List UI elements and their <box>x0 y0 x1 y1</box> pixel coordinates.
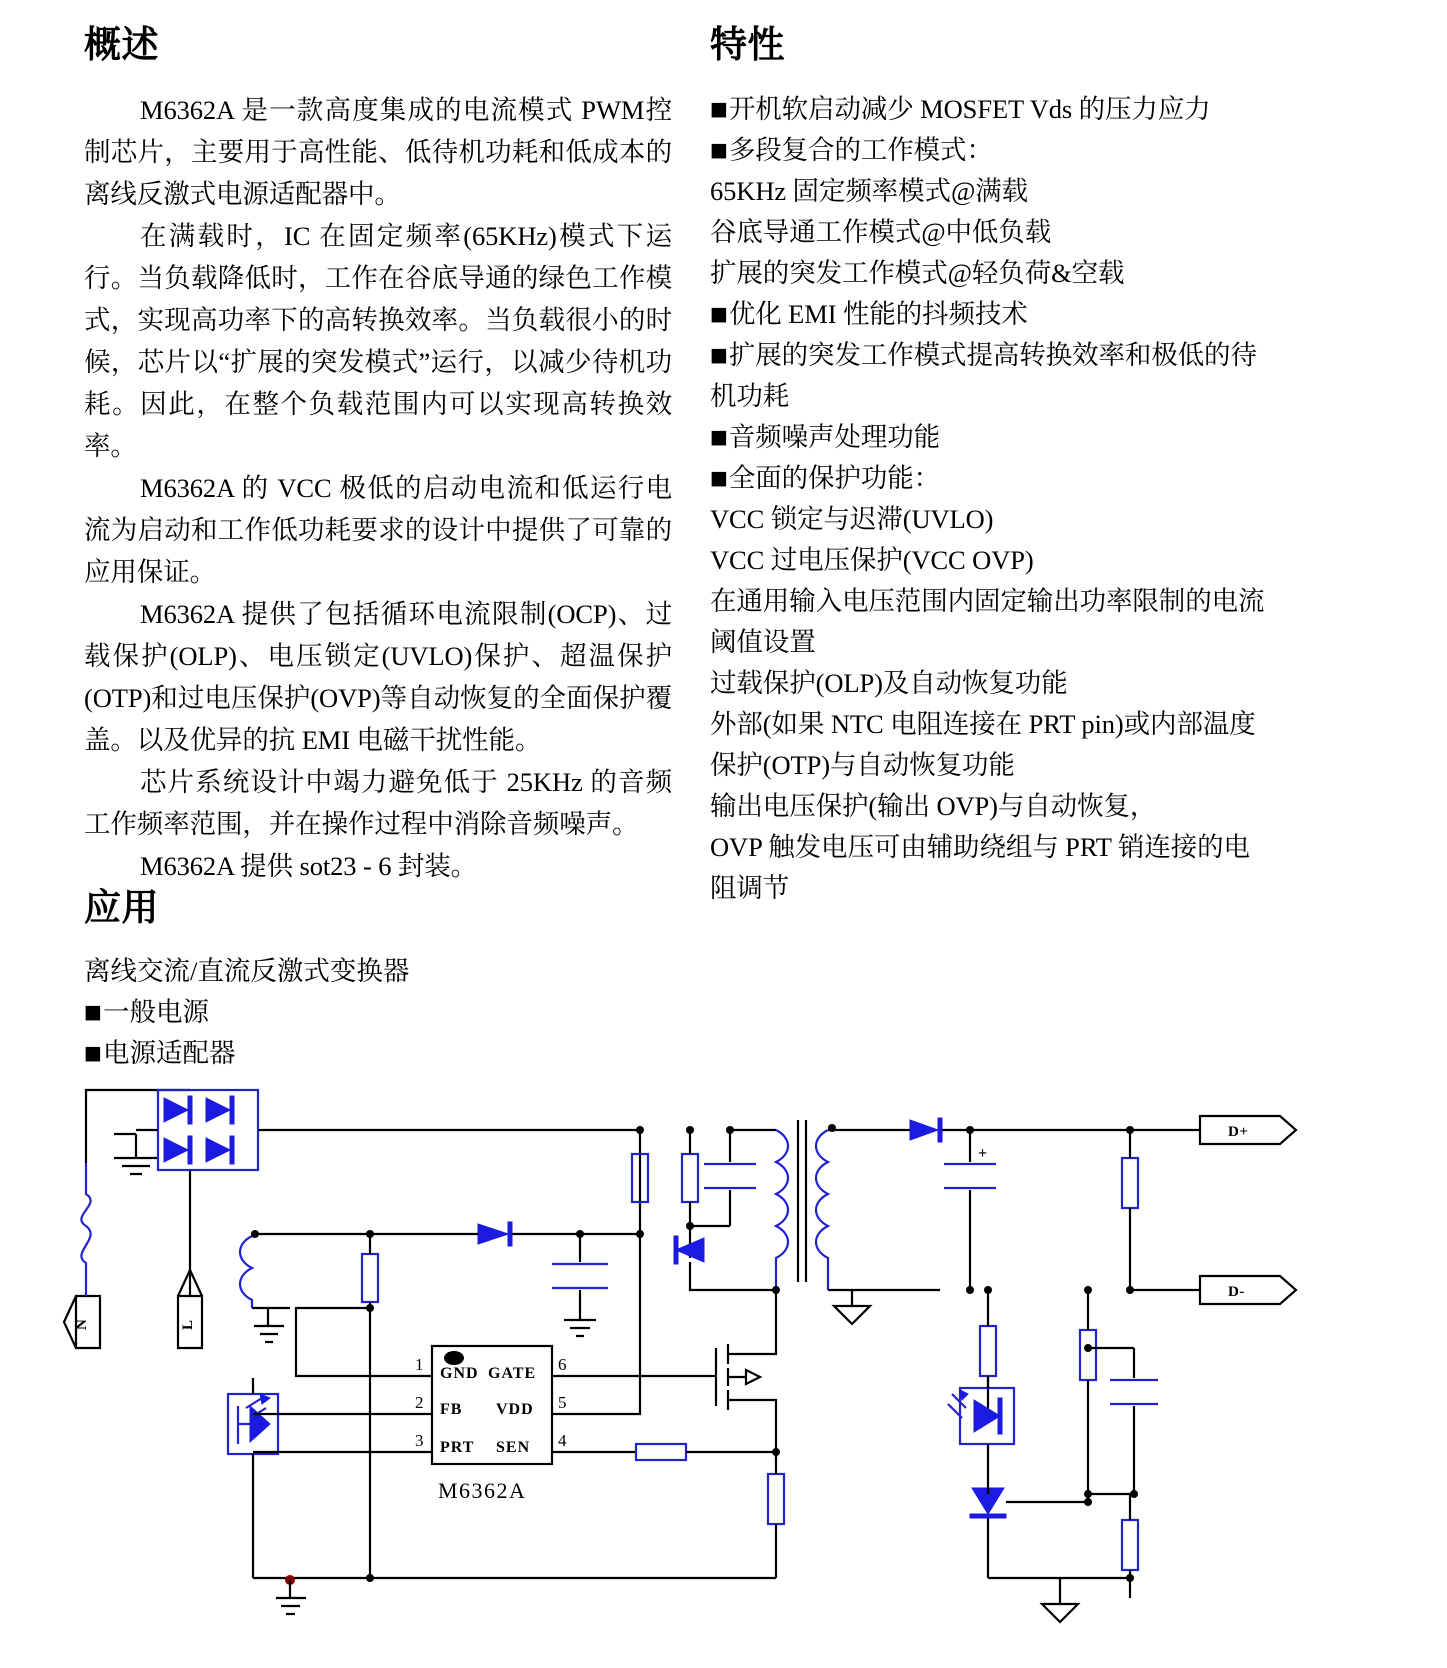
ac-neutral-terminal <box>64 1296 100 1348</box>
ic-pin-label-prt: PRT <box>440 1439 475 1456</box>
feature-item-label: 过载保护(OLP)及自动恢复功能 <box>710 667 1068 698</box>
square-bullet-icon: ■ <box>710 343 728 366</box>
output-rectifier-diode <box>910 1118 1200 1142</box>
current-sense-resistor-2 <box>768 1452 784 1578</box>
square-bullet-icon: ■ <box>710 97 728 120</box>
features-list <box>710 89 1270 909</box>
square-bullet-icon: ■ <box>84 1001 102 1024</box>
feature-item <box>710 499 1270 540</box>
square-bullet-icon: ■ <box>710 138 728 161</box>
feature-item <box>710 335 1270 417</box>
clamp-diode <box>674 1236 776 1290</box>
overview-paragraph: 芯片系统设计中竭力避免低于 25KHz 的音频工作频率范围，并在操作过程中消除音频噪声。 <box>84 766 672 839</box>
ic-pin-number-3: 3 <box>415 1431 424 1450</box>
overview-paragraph: M6362A 提供了包括循环电流限制(OCP)、过载保护(OLP)、电压锁定(UVLO)保护、超温保护(OTP)和过电压保护(OVP)等自动恢复的全面保护覆盖。以及优异的抗 EMI 电磁干扰性能。 <box>84 598 672 755</box>
feature-item <box>710 540 1270 581</box>
square-bullet-icon: ■ <box>710 466 728 489</box>
earth-ground-input-icon <box>114 1134 158 1174</box>
feedback-divider-upper <box>980 1286 996 1410</box>
bridge-rectifier <box>158 1090 258 1170</box>
current-sense-resistor <box>636 1444 780 1460</box>
feature-item <box>710 294 1270 335</box>
feature-item <box>710 171 1270 212</box>
overview-column <box>84 24 672 1074</box>
ic-pin-number-5: 5 <box>558 1393 567 1412</box>
transformer <box>730 1120 836 1290</box>
feature-item-label: 全面的保护功能： <box>728 462 941 493</box>
square-bullet-icon: ■ <box>84 1042 102 1065</box>
ic-pin-label-sen: SEN <box>496 1439 531 1456</box>
ic-part-label: M6362A <box>438 1478 527 1503</box>
feature-item <box>710 786 1270 827</box>
ac-neutral-label: N <box>74 1318 90 1330</box>
application-item-label: 一般电源 <box>102 997 209 1028</box>
output-negative-label: D- <box>1228 1284 1245 1300</box>
secondary-ground-bottom-icon <box>1042 1578 1078 1622</box>
feature-item-label: 音频噪声处理功能 <box>728 421 941 452</box>
output-positive-connector <box>1200 1116 1296 1144</box>
overview-paragraph: M6362A 的 VCC 极低的启动电流和低运行电流为启动和工作低功耗要求的设计中提供了可靠的应用保证。 <box>84 472 672 587</box>
feature-item-label: 开机软启动减少 MOSFET Vds 的压力应力 <box>728 93 1211 124</box>
snubber-network <box>632 1126 756 1258</box>
application-item <box>84 951 672 992</box>
feature-item <box>710 458 1270 499</box>
auxiliary-winding <box>240 1230 259 1308</box>
square-bullet-icon: ■ <box>710 425 728 448</box>
overview-paragraph: M6362A 提供 sot23 - 6 封装。 <box>140 850 478 881</box>
earth-ground-vcc-icon <box>564 1320 596 1336</box>
application-item-label: 电源适配器 <box>102 1038 236 1069</box>
ic-pin-label-gnd: GND <box>440 1365 479 1382</box>
overview-heading: 概述 <box>84 24 159 65</box>
features-column <box>710 24 1270 909</box>
feature-item <box>710 827 1270 909</box>
feature-item <box>710 581 1270 663</box>
output-negative-connector <box>1200 1276 1296 1304</box>
resistor-aux-divider <box>362 1234 378 1478</box>
junction-dot <box>1126 1574 1134 1582</box>
vcc-capacitor <box>552 1234 608 1320</box>
applications-heading: 应用 <box>84 886 159 928</box>
output-bleeder-resistor <box>1122 1126 1138 1294</box>
output-capacitor <box>944 1126 996 1294</box>
feature-item-label: 外部(如果 NTC 电阻连接在 PRT pin)或内部温度保护(OTP)与自动恢复功能 <box>710 708 1256 780</box>
input-fuse-icon <box>81 1163 90 1296</box>
secondary-optocoupler <box>948 1376 1014 1494</box>
vcc-rectifier-diode <box>370 1222 580 1246</box>
feature-item <box>710 417 1270 458</box>
ic-pin-number-1: 1 <box>415 1355 424 1374</box>
primary-ground-icon <box>276 1575 306 1614</box>
square-bullet-icon: ■ <box>710 302 728 325</box>
feature-item <box>710 89 1270 130</box>
applications-list <box>84 951 672 1074</box>
polarity-plus-label: + <box>978 1145 989 1162</box>
overview-paragraph: M6362A 是一款高度集成的电流模式 PWM控制芯片，主要用于高性能、低待机功耗和低成本的离线反激式电源适配器中。 <box>84 94 672 209</box>
feature-item-label: 在通用输入电压范围内固定输出功率限制的电流阈值设置 <box>710 585 1265 657</box>
feature-item-label: 优化 EMI 性能的抖频技术 <box>728 298 1028 329</box>
feature-item-label: OVP 触发电压可由辅助绕组与 PRT 销连接的电阻调节 <box>710 831 1250 903</box>
ic-pin-label-gate: GATE <box>488 1365 537 1382</box>
application-item <box>84 992 672 1033</box>
feature-item <box>710 663 1270 704</box>
ic-m6362a <box>253 1234 680 1503</box>
secondary-ground-icon <box>834 1290 870 1324</box>
ic-pin-number-4: 4 <box>558 1431 567 1450</box>
ic-pin-label-vdd: VDD <box>496 1401 534 1418</box>
ac-live-label: L <box>180 1319 196 1330</box>
junction-dot <box>636 1126 644 1134</box>
junction-dot <box>772 1286 780 1294</box>
application-item-label: 离线交流/直流反激式变换器 <box>84 956 410 987</box>
feature-item-label: VCC 过电压保护(VCC OVP) <box>710 544 1034 575</box>
application-circuit-schematic <box>40 1058 1420 1658</box>
feature-item-label: 输出电压保护(输出 OVP)与自动恢复， <box>710 790 1157 821</box>
features-heading: 特性 <box>710 24 785 65</box>
feature-item-label: 扩展的突发工作模式@轻负荷&空载 <box>710 257 1125 288</box>
junction-dot <box>366 1304 374 1312</box>
shunt-regulator-tl431 <box>970 1414 1092 1578</box>
output-positive-label: D+ <box>1228 1124 1249 1140</box>
feature-item-label: 扩展的突发工作模式提高转换效率和极低的待机功耗 <box>710 339 1257 411</box>
feature-item-label: 多段复合的工作模式： <box>728 134 993 165</box>
pin1-marker-icon <box>444 1351 464 1365</box>
ic-pin-number-2: 2 <box>415 1393 424 1412</box>
ic-pin-number-6: 6 <box>558 1355 567 1374</box>
primary-optocoupler <box>228 1378 278 1578</box>
earth-ground-aux-icon <box>254 1308 284 1342</box>
ic-pin-label-fb: FB <box>440 1401 463 1418</box>
feature-item <box>710 704 1270 786</box>
overview-paragraph: 在满载时，IC 在固定频率(65KHz)模式下运行。当负载降低时，工作在谷底导通的绿色工作模式，实现高功率下的高转换效率。当负载很小的时候，芯片以“扩展的突发模式”运行，以减少待机功耗。因此，在整个负载范围内可以实现高转换效率。 <box>84 220 672 461</box>
feature-item-label: 65KHz 固定频率模式@满载 <box>710 175 1029 206</box>
feature-item-label: VCC 锁定与迟滞(UVLO) <box>710 503 994 534</box>
feature-item <box>710 130 1270 171</box>
feature-item-label: 谷底导通工作模式@中低负载 <box>710 216 1052 247</box>
feature-item <box>710 212 1270 253</box>
feature-item <box>710 253 1270 294</box>
power-mosfet <box>680 1290 776 1458</box>
